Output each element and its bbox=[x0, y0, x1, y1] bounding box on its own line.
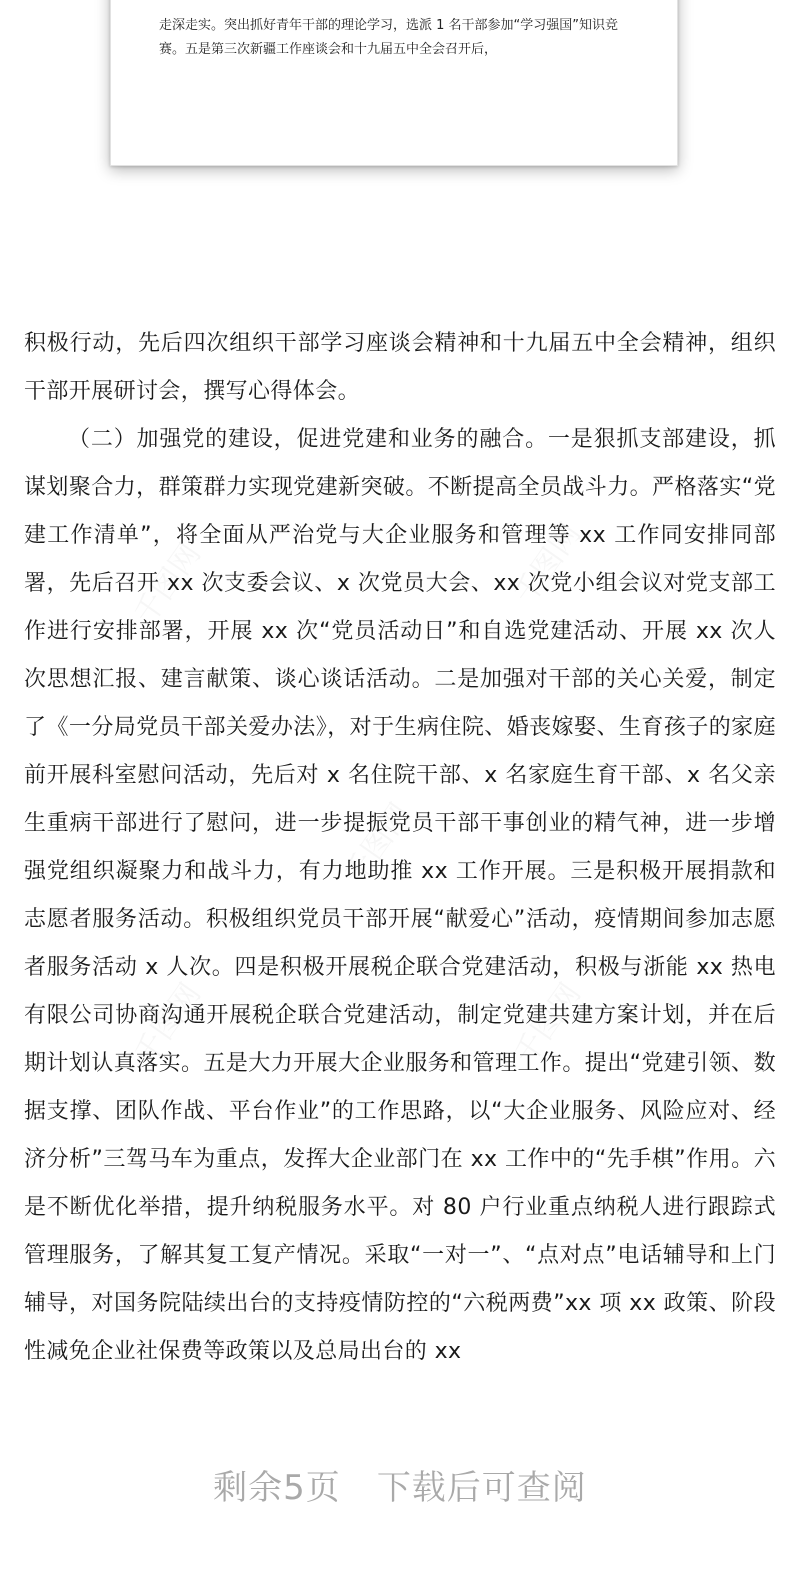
remaining-pages-label: 剩余5页 bbox=[213, 1468, 341, 1508]
watermark: 千图网 bbox=[507, 977, 589, 1071]
body-paragraph-1: 积极行动，先后四次组织干部学习座谈会精神和十九届五中全会精神，组织干部开展研讨会，撰写心得体会。 bbox=[24, 331, 776, 404]
download-prompt[interactable] bbox=[0, 1460, 800, 1509]
body-paragraph-2: （二）加强党的建设，促进党建和业务的融合。一是狠抓支部建设，抓谋划聚合力，群策群力实现党建新突破。不断提高全员战斗力。严格落实“党建工作清单”，将全面从严治党与大企业服务和管理等 xx 工作同安排同部署，先后召开 xx 次支委会议、x 次党员大会、xx 次党小组会议对党支部工作进行安排部署，开展 xx 次“党员活动日”和自选党建活动、开展 xx 次人次思想汇报、建言献策、谈心谈话活动。二是加强对干部的关心关爱，制定了《一分局党员干部关爱办法》，对于生病住院、婚丧嫁娶、生育孩子的家庭前开展科室慰问活动，先后对 x 名住院干部、x 名家庭生育干部、x 名父亲生重病干部进行了慰问，进一步提振党员干部干事创业的精气神，进一步增强党组织凝聚力和战斗力，有力地助推 xx 工作开展。三是积极开展捐款和志愿者服务活动。积极组织党员干部开展“献爱心”活动，疫情期间参加志愿者服务活动 x 人次。四是积极开展税企联合党建活动，积极与浙能 xx 热电有限公司协商沟通开展税企联合党建活动，制定党建共建方案计划，并在后期计划认真落实。五是大力开展大企业服务和管理工作。提出“党建引领、数据支撑、团队作战、平台作业”的工作思路，以“大企业服务、风险应对、经济分析”三驾马车为重点，发挥大企业部门在 xx 工作中的“先手棋”作用。六是不断优化举措，提升纳税服务水平。对 80 户行业重点纳税人进行跟踪式管理服务，了解其复工复产情况。采取“一对一”、“点对点”电话辅导和上门辅导，对国务院陆续出台的支持疫情防控的“六税两费”xx 项 xx 政策、阶段性减免企业社保费等政策以及总局出台的 xx bbox=[24, 427, 776, 1364]
previous-page-preview bbox=[110, 0, 678, 166]
preview-text: 走深走实。突出抓好青年干部的理论学习，选派 1 名干部参加“学习强国”知识竞赛。五是第三次新疆工作座谈会和十九届五中全会召开后， bbox=[159, 18, 619, 57]
watermark: 千图网 bbox=[127, 977, 209, 1071]
download-to-view-label: 下载后可查阅 bbox=[376, 1468, 587, 1508]
document-body bbox=[24, 320, 776, 1376]
watermark: 千图网 bbox=[337, 797, 419, 891]
watermark: 千图网 bbox=[127, 537, 209, 631]
watermark: 千图网 bbox=[507, 517, 589, 611]
